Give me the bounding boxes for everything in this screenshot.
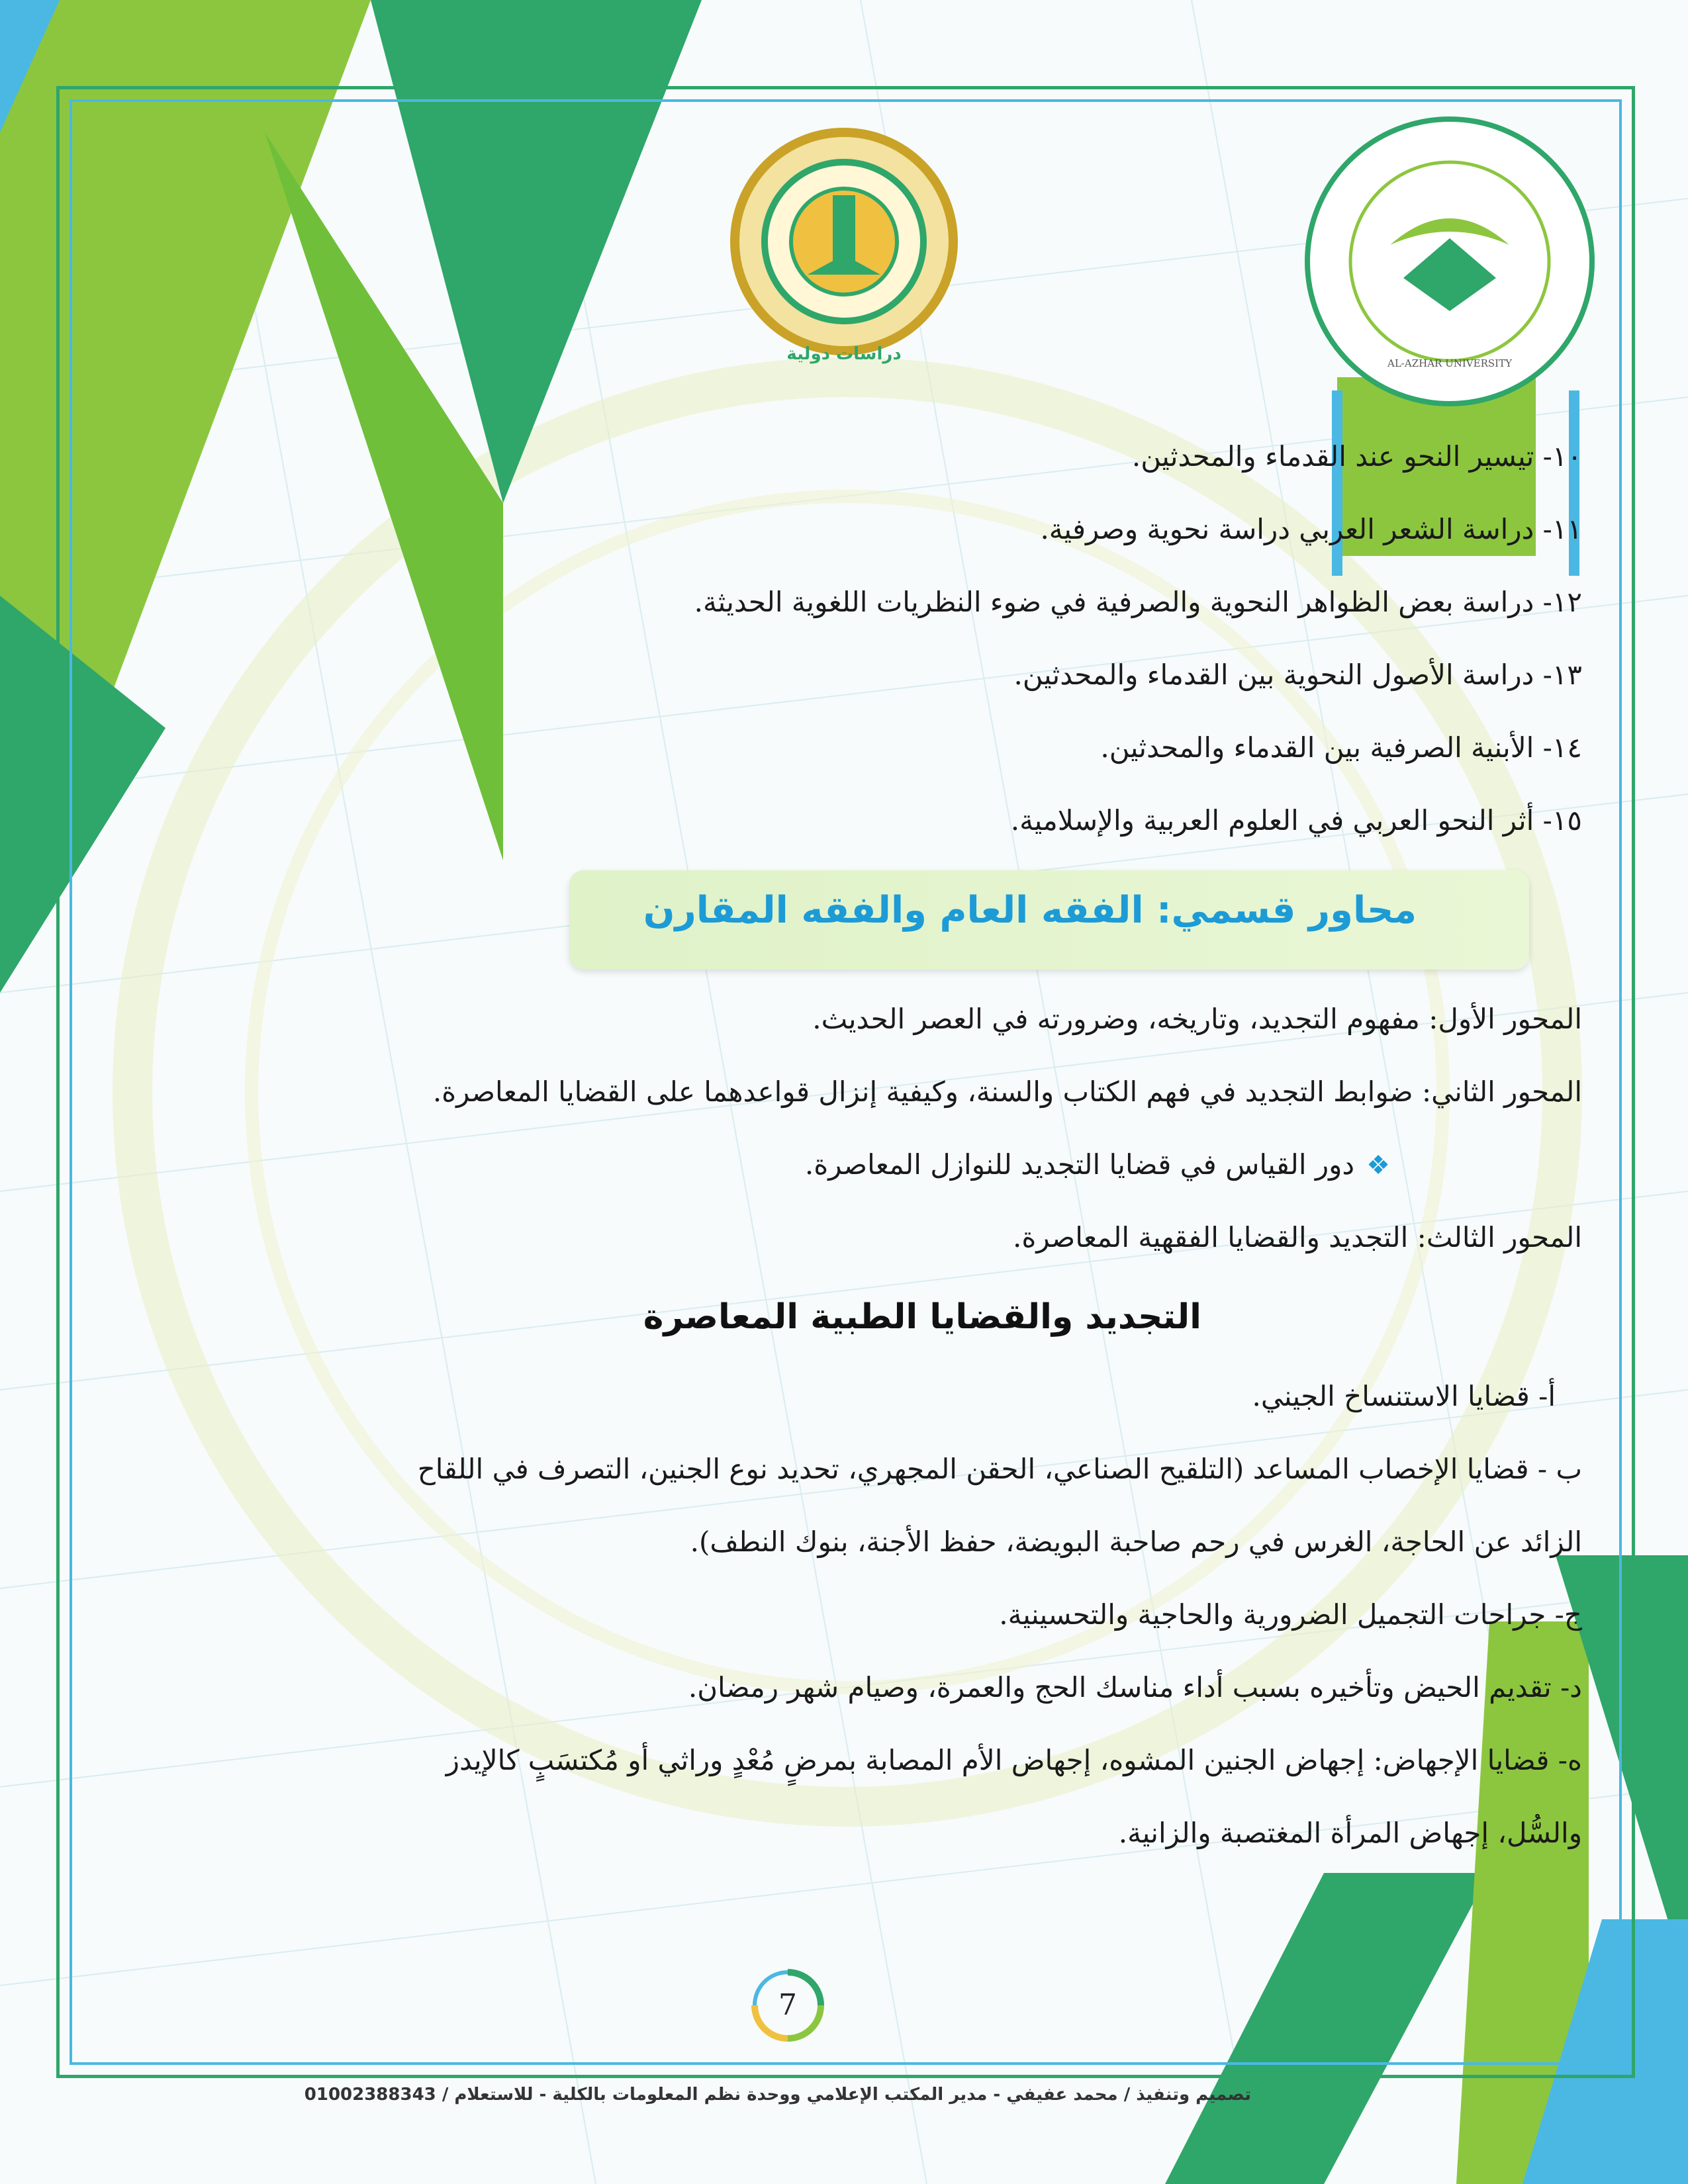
medical-item-e-line1: ه- قضايا الإجهاض: إجهاض الجنين المشوه، إجهاض الأم المصابة بمرضٍ مُعْدٍ وراثي أو مُكتسَبٍ كالإيدز (445, 1744, 1582, 1776)
section-banner (569, 870, 1529, 970)
medical-item-b-line1: ب - قضايا الإخصاب المساعد (التلقيح الصناعي، الحقن المجهري، تحديد نوع الجنين، التصرف في اللقاح (417, 1453, 1582, 1485)
list-item: ١٣- دراسة الأصول النحوية بين القدماء والمحدثين. (1013, 659, 1582, 691)
list-item: ١١- دراسة الشعر العربي دراسة نحوية وصرفية. (1040, 513, 1582, 545)
list-item: ١٤- الأبنية الصرفية بين القدماء والمحدثين. (1100, 731, 1582, 764)
axis-bullet-text: دور القياس في قضايا التجديد للنوازل المعاصرة. (804, 1148, 1355, 1181)
list-item: ١٠- تيسير النحو عند القدماء والمحدثين. (1131, 440, 1582, 473)
list-item: ١٥- أثر النحو العربي في العلوم العربية والإسلامية. (1010, 804, 1582, 837)
medical-item-c: ج- جراحات التجميل الضرورية والحاجية والتحسينية. (999, 1598, 1582, 1631)
axis-third: المحور الثالث: التجديد والقضايا الفقهية المعاصرة. (1013, 1221, 1582, 1253)
college-logo (708, 122, 980, 374)
section-banner-title: محاور قسمي: الفقه العام والفقه المقارن (643, 889, 1417, 932)
conference-seal-label: AL-AZHAR UNIVERSITY (1387, 357, 1512, 369)
diamond-bullet-icon: ❖ (1366, 1150, 1390, 1181)
college-logo-label: دراسات دولية (786, 344, 902, 364)
medical-item-a: أ- قضايا الاستنساخ الجيني. (1252, 1380, 1556, 1412)
medical-item-b-line2: الزائد عن الحاجة، الغرس في رحم صاحبة البويضة، حفظ الأجنة، بنوك النطف). (690, 1525, 1582, 1558)
medical-item-e-line2: والسُّل، إجهاض المرأة المغتصبة والزانية. (1118, 1817, 1582, 1849)
axis-bullet-item (805, 1148, 1390, 1181)
axis-second: المحور الثاني: ضوابط التجديد في فهم الكتاب والسنة، وكيفية إنزال قواعدهما على القضايا المعاصرة. (432, 1075, 1582, 1108)
medical-item-d: د- تقديم الحيض وتأخيره بسبب أداء مناسك الحج والعمرة، وصيام شهر رمضان. (688, 1671, 1582, 1704)
footer-credits: تصميم وتنفيذ / محمد عفيفي - مدير المكتب الإعلامي ووحدة نظم المعلومات بالكلية - للاستعلام / 01002388343 (304, 2085, 1251, 2105)
page-number: 7 (778, 1988, 797, 2022)
axis-first: المحور الأول: مفهوم التجديد، وتاريخه، وضرورته في العصر الحديث. (812, 1003, 1582, 1035)
list-item: ١٢- دراسة بعض الظواهر النحوية والصرفية في ضوء النظريات اللغوية الحديثة. (694, 586, 1582, 618)
medical-heading: التجديد والقضايا الطبية المعاصرة (643, 1297, 1201, 1337)
